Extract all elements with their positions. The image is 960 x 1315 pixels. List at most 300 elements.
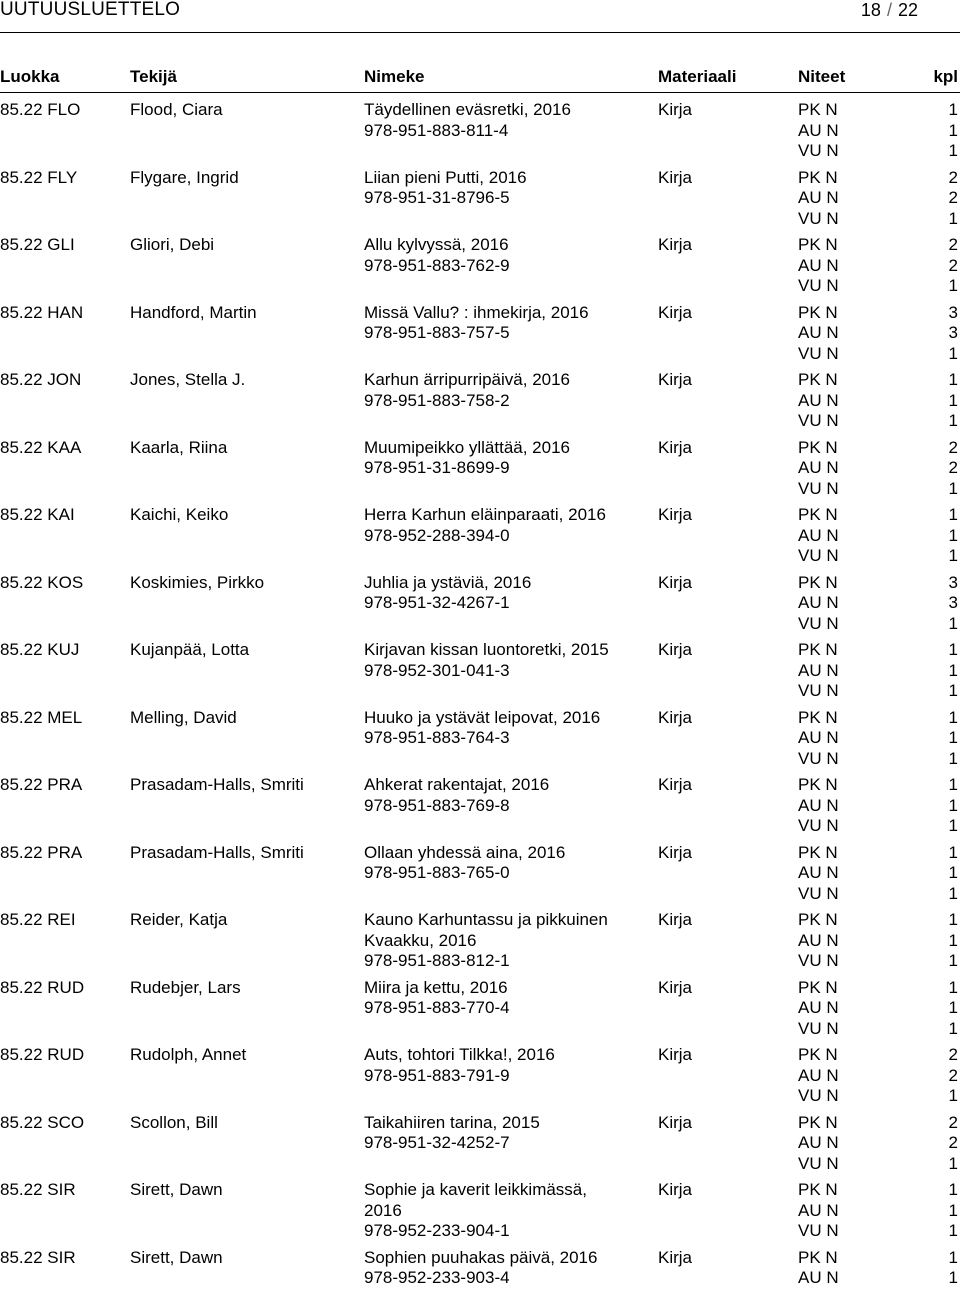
holding-library: PK N [798,168,838,189]
entry-author: Prasadam-Halls, Smriti [130,775,304,796]
entry-title [364,708,600,749]
holding-library: VU N [798,816,839,837]
holding-count: 2 [949,1066,958,1087]
list-item [0,505,960,573]
holding-library: AU N [798,728,839,749]
entry-title-line: Allu kylvyssä, 2016 [364,235,510,256]
holding-count: 1 [949,526,958,547]
holding-library: PK N [798,303,838,324]
list-item [0,168,960,236]
holding-library: AU N [798,796,839,817]
entry-author: Scollon, Bill [130,1113,218,1134]
list-item [0,843,960,911]
holding-library: VU N [798,1154,839,1175]
holding-library: VU N [798,344,839,365]
holding-count: 1 [949,121,958,142]
holding-row [798,1221,960,1242]
entry-author: Rudolph, Annet [130,1045,246,1066]
holding-row [798,168,960,189]
entry-class: 85.22 KAA [0,438,81,459]
holding-library: VU N [798,1086,839,1107]
entry-author: Gliori, Debi [130,235,214,256]
holding-count: 2 [949,438,958,459]
column-header-tekija: Tekijä [130,66,177,88]
entry-title-line: Ahkerat rakentajat, 2016 [364,775,549,796]
holding-row [798,458,960,479]
holding-count: 1 [949,681,958,702]
entry-title [364,438,570,479]
entry-holdings [798,708,960,770]
holding-library: AU N [798,256,839,277]
entry-title [364,775,549,816]
holding-count: 1 [949,978,958,999]
holding-row [798,573,960,594]
entry-title-line: 2016 [364,1201,587,1222]
holding-count: 3 [949,303,958,324]
entry-material: Kirja [658,370,692,391]
holding-count: 1 [949,910,958,931]
entry-title [364,573,531,614]
holding-count: 1 [949,391,958,412]
holding-library: VU N [798,479,839,500]
holding-row [798,188,960,209]
entry-author: Handford, Martin [130,303,257,324]
entry-isbn: 978-951-883-758-2 [364,391,570,412]
list-item [0,1180,960,1248]
entry-holdings [798,1113,960,1175]
holding-library: PK N [798,100,838,121]
holding-library: VU N [798,209,839,230]
entry-material: Kirja [658,438,692,459]
entry-isbn: 978-952-233-904-1 [364,1221,587,1242]
holding-count: 1 [949,931,958,952]
holding-count: 1 [949,1248,958,1269]
entry-holdings [798,505,960,567]
holding-library: VU N [798,681,839,702]
holding-row [798,931,960,952]
holding-count: 3 [949,593,958,614]
holding-library: PK N [798,370,838,391]
holding-count: 1 [949,479,958,500]
holding-count: 2 [949,256,958,277]
holding-library: AU N [798,526,839,547]
entry-author: Kaichi, Keiko [130,505,228,526]
holding-count: 1 [949,614,958,635]
holding-library: AU N [798,1268,839,1289]
holding-library: VU N [798,546,839,567]
list-item [0,1113,960,1181]
list-item [0,303,960,371]
holding-library: VU N [798,1221,839,1242]
entry-author: Flood, Ciara [130,100,223,121]
entry-holdings [798,910,960,972]
entry-title-line: Muumipeikko yllättää, 2016 [364,438,570,459]
list-item [0,708,960,776]
holding-row [798,256,960,277]
holding-row [798,1086,960,1107]
holding-count: 1 [949,344,958,365]
entry-material: Kirja [658,978,692,999]
entry-author: Flygare, Ingrid [130,168,239,189]
entry-title [364,910,608,972]
holding-count: 1 [949,951,958,972]
entry-isbn: 978-951-883-757-5 [364,323,589,344]
entry-author: Sirett, Dawn [130,1248,223,1269]
holding-row [798,843,960,864]
holding-library: PK N [798,1248,838,1269]
holding-row [798,344,960,365]
holding-row [798,998,960,1019]
list-item [0,573,960,641]
holding-row [798,209,960,230]
entry-material: Kirja [658,1113,692,1134]
entry-class: 85.22 RUD [0,978,84,999]
entry-title-line: Liian pieni Putti, 2016 [364,168,527,189]
column-header-kpl: kpl [933,66,958,88]
entry-title [364,1113,540,1154]
holding-count: 1 [949,276,958,297]
holding-row [798,505,960,526]
entry-holdings [798,1248,960,1289]
holding-library: AU N [798,1201,839,1222]
entry-title-line: Missä Vallu? : ihmekirja, 2016 [364,303,589,324]
holding-library: AU N [798,593,839,614]
holding-count: 2 [949,1045,958,1066]
entry-class: 85.22 GLI [0,235,75,256]
holding-row [798,681,960,702]
holding-count: 1 [949,796,958,817]
holding-count: 1 [949,141,958,162]
entry-material: Kirja [658,168,692,189]
entry-title [364,843,565,884]
holding-count: 1 [949,1180,958,1201]
holding-count: 1 [949,1086,958,1107]
entry-title-line: Juhlia ja ystäviä, 2016 [364,573,531,594]
holding-row [798,1268,960,1289]
holding-library: AU N [798,863,839,884]
entry-title [364,168,527,209]
holding-library: PK N [798,910,838,931]
holding-count: 1 [949,816,958,837]
holding-row [798,411,960,432]
holding-library: PK N [798,843,838,864]
holding-row [798,884,960,905]
entry-author: Kaarla, Riina [130,438,227,459]
holding-library: VU N [798,276,839,297]
holding-library: PK N [798,640,838,661]
holding-row [798,661,960,682]
entry-material: Kirja [658,708,692,729]
holding-count: 2 [949,235,958,256]
holding-count: 1 [949,546,958,567]
entry-holdings [798,573,960,635]
entry-class: 85.22 SIR [0,1248,76,1269]
holding-row [798,1133,960,1154]
entry-holdings [798,370,960,432]
holding-row [798,1154,960,1175]
entry-author: Reider, Katja [130,910,227,931]
holding-count: 1 [949,884,958,905]
column-header-niteet: Niteet [798,66,845,88]
holding-row [798,1045,960,1066]
holding-count: 1 [949,728,958,749]
holding-library: AU N [798,931,839,952]
entry-title-line: Herra Karhun eläinparaati, 2016 [364,505,606,526]
holding-library: PK N [798,505,838,526]
holding-library: VU N [798,411,839,432]
entry-material: Kirja [658,775,692,796]
page-title: UUTUUSLUETTELO [0,0,180,21]
holding-count: 1 [949,370,958,391]
holding-count: 1 [949,708,958,729]
holding-library: PK N [798,1180,838,1201]
column-header-divider [0,92,960,93]
holding-library: PK N [798,438,838,459]
holding-row [798,1113,960,1134]
entry-isbn: 978-951-883-764-3 [364,728,600,749]
holding-row [798,121,960,142]
entry-title [364,235,510,276]
list-item [0,438,960,506]
entry-material: Kirja [658,100,692,121]
entry-class: 85.22 PRA [0,775,82,796]
entry-isbn: 978-951-883-762-9 [364,256,510,277]
holding-row [798,479,960,500]
holding-count: 1 [949,775,958,796]
list-item [0,910,960,978]
entry-isbn: 978-951-883-770-4 [364,998,510,1019]
catalog-list [0,100,960,1315]
holding-row [798,235,960,256]
entry-title-line: Sophie ja kaverit leikkimässä, [364,1180,587,1201]
holding-row [798,910,960,931]
entry-title [364,370,570,411]
entry-holdings [798,640,960,702]
holding-library: AU N [798,458,839,479]
holding-row [798,951,960,972]
entry-title-line: Huuko ja ystävät leipovat, 2016 [364,708,600,729]
page-header [0,0,960,24]
holding-row [798,863,960,884]
entry-author: Jones, Stella J. [130,370,245,391]
entry-class: 85.22 HAN [0,303,83,324]
holding-library: PK N [798,1113,838,1134]
holding-row [798,370,960,391]
holding-library: PK N [798,775,838,796]
entry-isbn: 978-951-883-791-9 [364,1066,555,1087]
page-number [861,0,918,21]
holding-count: 1 [949,661,958,682]
holding-count: 3 [949,323,958,344]
entry-isbn: 978-951-32-4267-1 [364,593,531,614]
entry-isbn: 978-951-883-811-4 [364,121,571,142]
entry-class: 85.22 JON [0,370,81,391]
holding-library: AU N [798,661,839,682]
entry-title [364,640,609,681]
entry-title-line: Taikahiiren tarina, 2015 [364,1113,540,1134]
entry-title-line: Karhun ärripurripäivä, 2016 [364,370,570,391]
holding-count: 2 [949,1113,958,1134]
holding-count: 2 [949,188,958,209]
entry-author: Kujanpää, Lotta [130,640,249,661]
entry-title [364,1248,597,1289]
entry-isbn: 978-951-883-769-8 [364,796,549,817]
page-current: 18 [861,0,881,20]
entry-title [364,1180,587,1242]
holding-library: PK N [798,573,838,594]
entry-material: Kirja [658,505,692,526]
list-item [0,1248,960,1315]
header-divider [0,32,960,33]
entry-class: 85.22 KAI [0,505,75,526]
entry-class: 85.22 FLY [0,168,77,189]
entry-author: Koskimies, Pirkko [130,573,264,594]
holding-row [798,708,960,729]
holding-library: AU N [798,998,839,1019]
holding-library: PK N [798,235,838,256]
entry-class: 85.22 FLO [0,100,80,121]
holding-row [798,1180,960,1201]
entry-holdings [798,438,960,500]
holding-count: 1 [949,1268,958,1289]
holding-row [798,141,960,162]
holding-library: AU N [798,1133,839,1154]
list-item [0,1045,960,1113]
holding-row [798,526,960,547]
list-item [0,775,960,843]
holding-row [798,276,960,297]
holding-row [798,640,960,661]
entry-title-line: Kirjavan kissan luontoretki, 2015 [364,640,609,661]
holding-library: AU N [798,391,839,412]
holding-library: AU N [798,121,839,142]
entry-material: Kirja [658,910,692,931]
entry-material: Kirja [658,1248,692,1269]
list-item [0,640,960,708]
entry-holdings [798,235,960,297]
entry-isbn: 978-951-883-812-1 [364,951,608,972]
entry-isbn: 978-951-31-8699-9 [364,458,570,479]
holding-row [798,796,960,817]
holding-library: PK N [798,1045,838,1066]
column-headers [0,66,960,90]
holding-row [798,749,960,770]
entry-isbn: 978-951-32-4252-7 [364,1133,540,1154]
entry-isbn: 978-952-233-903-4 [364,1268,597,1289]
entry-class: 85.22 PRA [0,843,82,864]
holding-count: 1 [949,1201,958,1222]
holding-row [798,1248,960,1269]
holding-row [798,593,960,614]
entry-material: Kirja [658,1180,692,1201]
entry-title-line: Kvaakku, 2016 [364,931,608,952]
list-item [0,235,960,303]
entry-class: 85.22 REI [0,910,76,931]
holding-count: 1 [949,1221,958,1242]
entry-holdings [798,1045,960,1107]
holding-library: VU N [798,141,839,162]
entry-author: Rudebjer, Lars [130,978,241,999]
entry-title-line: Auts, tohtori Tilkka!, 2016 [364,1045,555,1066]
entry-class: 85.22 SCO [0,1113,84,1134]
entry-material: Kirja [658,843,692,864]
entry-material: Kirja [658,303,692,324]
holding-row [798,614,960,635]
holding-library: AU N [798,323,839,344]
holding-row [798,775,960,796]
holding-count: 1 [949,1154,958,1175]
list-item [0,978,960,1046]
holding-library: AU N [798,188,839,209]
holding-row [798,1066,960,1087]
holding-count: 1 [949,209,958,230]
holding-count: 1 [949,505,958,526]
holding-row [798,546,960,567]
holding-count: 2 [949,168,958,189]
holding-count: 1 [949,640,958,661]
holding-row [798,100,960,121]
holding-count: 1 [949,411,958,432]
entry-class: 85.22 MEL [0,708,82,729]
holding-row [798,303,960,324]
holding-row [798,816,960,837]
entry-isbn: 978-952-301-041-3 [364,661,609,682]
page-separator: / [881,0,898,20]
list-item [0,370,960,438]
entry-holdings [798,100,960,162]
holding-library: PK N [798,708,838,729]
column-header-luokka: Luokka [0,66,60,88]
entry-holdings [798,168,960,230]
holding-count: 2 [949,1133,958,1154]
holding-library: VU N [798,1019,839,1040]
entry-material: Kirja [658,640,692,661]
entry-title-line: Kauno Karhuntassu ja pikkuinen [364,910,608,931]
holding-library: VU N [798,614,839,635]
column-header-nimeke: Nimeke [364,66,424,88]
entry-class: 85.22 KUJ [0,640,79,661]
holding-count: 2 [949,458,958,479]
entry-class: 85.22 KOS [0,573,83,594]
holding-count: 1 [949,843,958,864]
entry-isbn: 978-951-883-765-0 [364,863,565,884]
entry-isbn: 978-951-31-8796-5 [364,188,527,209]
entry-title-line: Ollaan yhdessä aina, 2016 [364,843,565,864]
holding-library: PK N [798,978,838,999]
entry-author: Sirett, Dawn [130,1180,223,1201]
entry-author: Melling, David [130,708,237,729]
holding-count: 1 [949,998,958,1019]
holding-library: VU N [798,749,839,770]
entry-class: 85.22 SIR [0,1180,76,1201]
holding-library: VU N [798,951,839,972]
entry-holdings [798,775,960,837]
holding-count: 1 [949,863,958,884]
entry-holdings [798,1180,960,1242]
entry-holdings [798,303,960,365]
holding-row [798,438,960,459]
page-total: 22 [898,0,918,20]
entry-author: Prasadam-Halls, Smriti [130,843,304,864]
entry-holdings [798,978,960,1040]
entry-title-line: Sophien puuhakas päivä, 2016 [364,1248,597,1269]
holding-row [798,978,960,999]
holding-row [798,323,960,344]
holding-library: VU N [798,884,839,905]
holding-row [798,1019,960,1040]
entry-isbn: 978-952-288-394-0 [364,526,606,547]
holding-count: 3 [949,573,958,594]
